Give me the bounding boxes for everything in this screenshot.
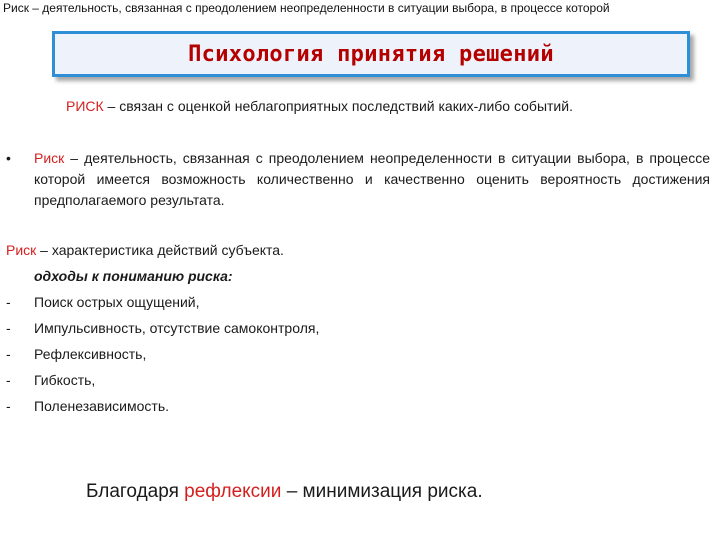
characteristic-term: Риск (6, 242, 37, 258)
list-dash: - (6, 294, 11, 310)
conclusion-after: – минимизация риска. (281, 481, 483, 502)
characteristic-text: – характеристика действий субъекта. (36, 242, 284, 258)
conclusion (86, 480, 483, 504)
bullet-paragraph (34, 148, 710, 211)
risk-characteristic (6, 240, 284, 260)
list-dash: - (6, 346, 11, 362)
bullet-term: Риск (34, 150, 65, 166)
top-caption: Риск – деятельность, связанная с преодолением неопределенности в ситуации выбора, в процессе которой (3, 1, 610, 15)
approaches-heading: одходы к пониманию риска: (34, 268, 233, 284)
risk-definition-term: РИСК (66, 98, 104, 114)
bullet-text: – деятельность, связанная с преодолением неопределенности в ситуации выбора, в процессе которой имеется возможность количественно и качественно оценить вероятность достижения предполагаемого результата. (34, 150, 710, 208)
list-dash: - (6, 398, 11, 414)
risk-definition (66, 96, 573, 116)
list-item: Рефлексивность, (34, 346, 147, 362)
conclusion-highlight: рефлексии (184, 481, 282, 502)
list-dash: - (6, 372, 11, 388)
list-item: Гибкость, (34, 372, 96, 388)
risk-definition-text: – связан с оценкой неблагоприятных последствий каких-либо событий. (103, 98, 573, 114)
conclusion-before: Благодаря (86, 481, 185, 502)
list-dash: - (6, 320, 11, 336)
list-item: Поиск острых ощущений, (34, 294, 200, 310)
list-item: Поленезависимость. (34, 398, 169, 414)
list-item: Импульсивность, отсутствие самоконтроля, (34, 320, 320, 336)
bullet-marker: • (6, 150, 11, 166)
page-title: Психология принятия решений (188, 41, 554, 67)
title-box (52, 31, 690, 77)
